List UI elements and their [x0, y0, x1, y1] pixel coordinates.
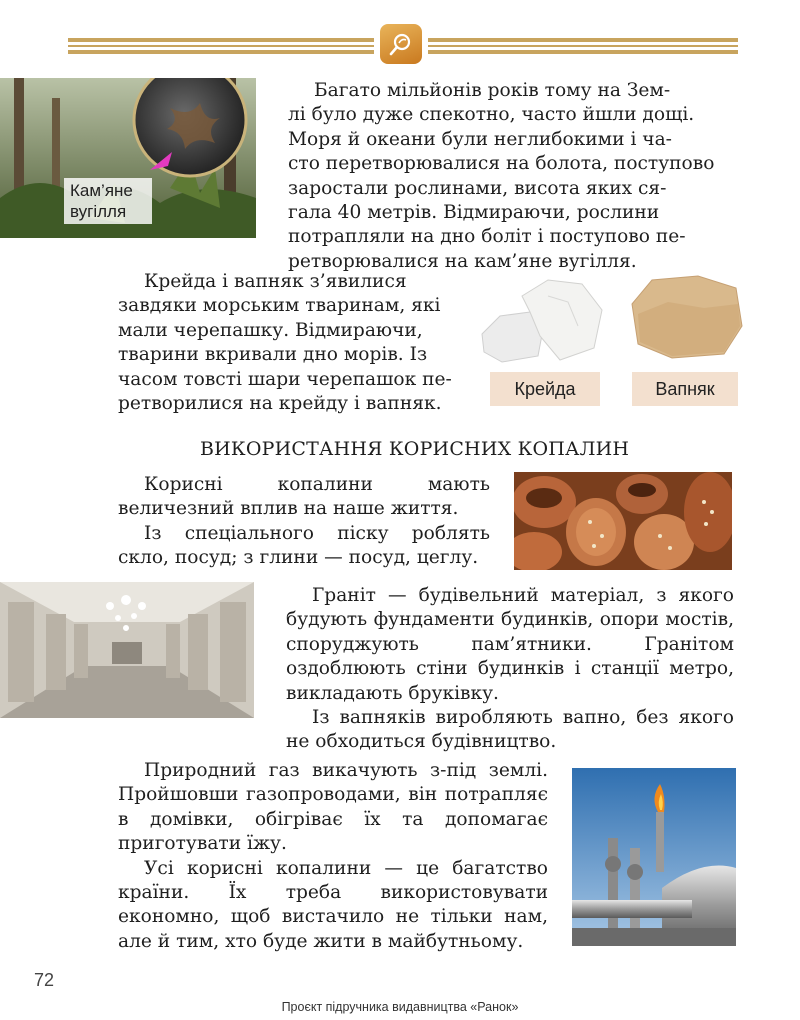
granite-paragraph: [286, 584, 734, 755]
chalk-label: Крейда: [490, 372, 600, 406]
chalk-line: завдяки морським тваринам, які: [118, 295, 441, 317]
coal-caption: Кам’яне вугілля: [64, 178, 152, 224]
page-number: 72: [34, 970, 55, 990]
section-title: ВИКОРИСТАННЯ КОРИСНИХ КОПАЛИН: [200, 438, 630, 460]
gas-pipeline-image: [572, 768, 736, 946]
usage-paragraph: [118, 473, 490, 571]
coal-line: заростали рослинами, висота яких ся-: [288, 177, 667, 199]
coal-line: ретворювалися на кам’яне вугілля.: [288, 250, 637, 272]
usage-paragraph-1: Корисні копалини мають величезний вплив на наше життя.: [118, 474, 490, 520]
gas-paragraph-2: Усі корисні копалини — це багатство країни. Їх треба використовувати економно, щоб вистачило не тільки нам, але й тим, хто буде жити в майбутньому.: [118, 857, 548, 952]
gas-paragraph-1: Природний газ викачують з-під землі. Пройшовши газопроводами, він потрапляє в домівки, обігріває їх та допомагає приготувати їжу.: [118, 760, 548, 855]
header-rule-left: [68, 36, 374, 56]
limestone-label: Вапняк: [632, 372, 738, 406]
header-rule-right: [428, 36, 738, 56]
granite-paragraph-1: Граніт — будівельний матеріал, з якого будують фундаменти будинків, опори мостів, споруджують пам’ятники. Гранітом оздоблюють стіни будинків і станції метро, викладають бруківку.: [286, 585, 734, 704]
footer-text: Проєкт підручника видавництва «Ранок»: [281, 1000, 519, 1014]
coal-line: Моря й океани були неглибокими і ча-: [288, 128, 672, 150]
coal-line: гала 40 метрів. Відмираючи, рослини: [288, 202, 660, 224]
limestone-image: [628, 274, 744, 360]
pottery-image: [514, 472, 732, 570]
granite-paragraph-2: Із вапняків виробляють вапно, без якого не обходиться будівництво.: [286, 707, 734, 753]
coal-line: лі було дуже спекотно, часто йшли дощі.: [288, 104, 695, 126]
metro-station-image: [0, 582, 254, 718]
magnifier-pen-icon: [380, 24, 422, 64]
gas-paragraph: [118, 759, 548, 954]
coal-line: сто перетворювалися на болота, поступово: [288, 153, 715, 175]
chalk-line: мали черепашку. Відмираючи,: [118, 319, 423, 341]
chalk-line: Крейда і вапняк з’явилися: [144, 271, 407, 292]
chalk-line: тварини вкривали дно морів. Із: [118, 344, 428, 366]
coal-paragraph: [288, 79, 734, 274]
coal-line: потрапляли на дно боліт і поступово пе-: [288, 226, 686, 248]
coal-line: Багато мільйонів років тому на Зем-: [314, 80, 671, 101]
chalk-paragraph: [118, 270, 460, 416]
usage-paragraph-2: Із спеціального піску роблять скло, посуд; з глини — посуд, цеглу.: [118, 522, 490, 569]
chalk-line: часом товсті шари черепашок пе-: [118, 368, 452, 390]
chalk-line: ретворилися на крейду і вапняк.: [118, 393, 442, 415]
chalk-image: [478, 276, 610, 366]
